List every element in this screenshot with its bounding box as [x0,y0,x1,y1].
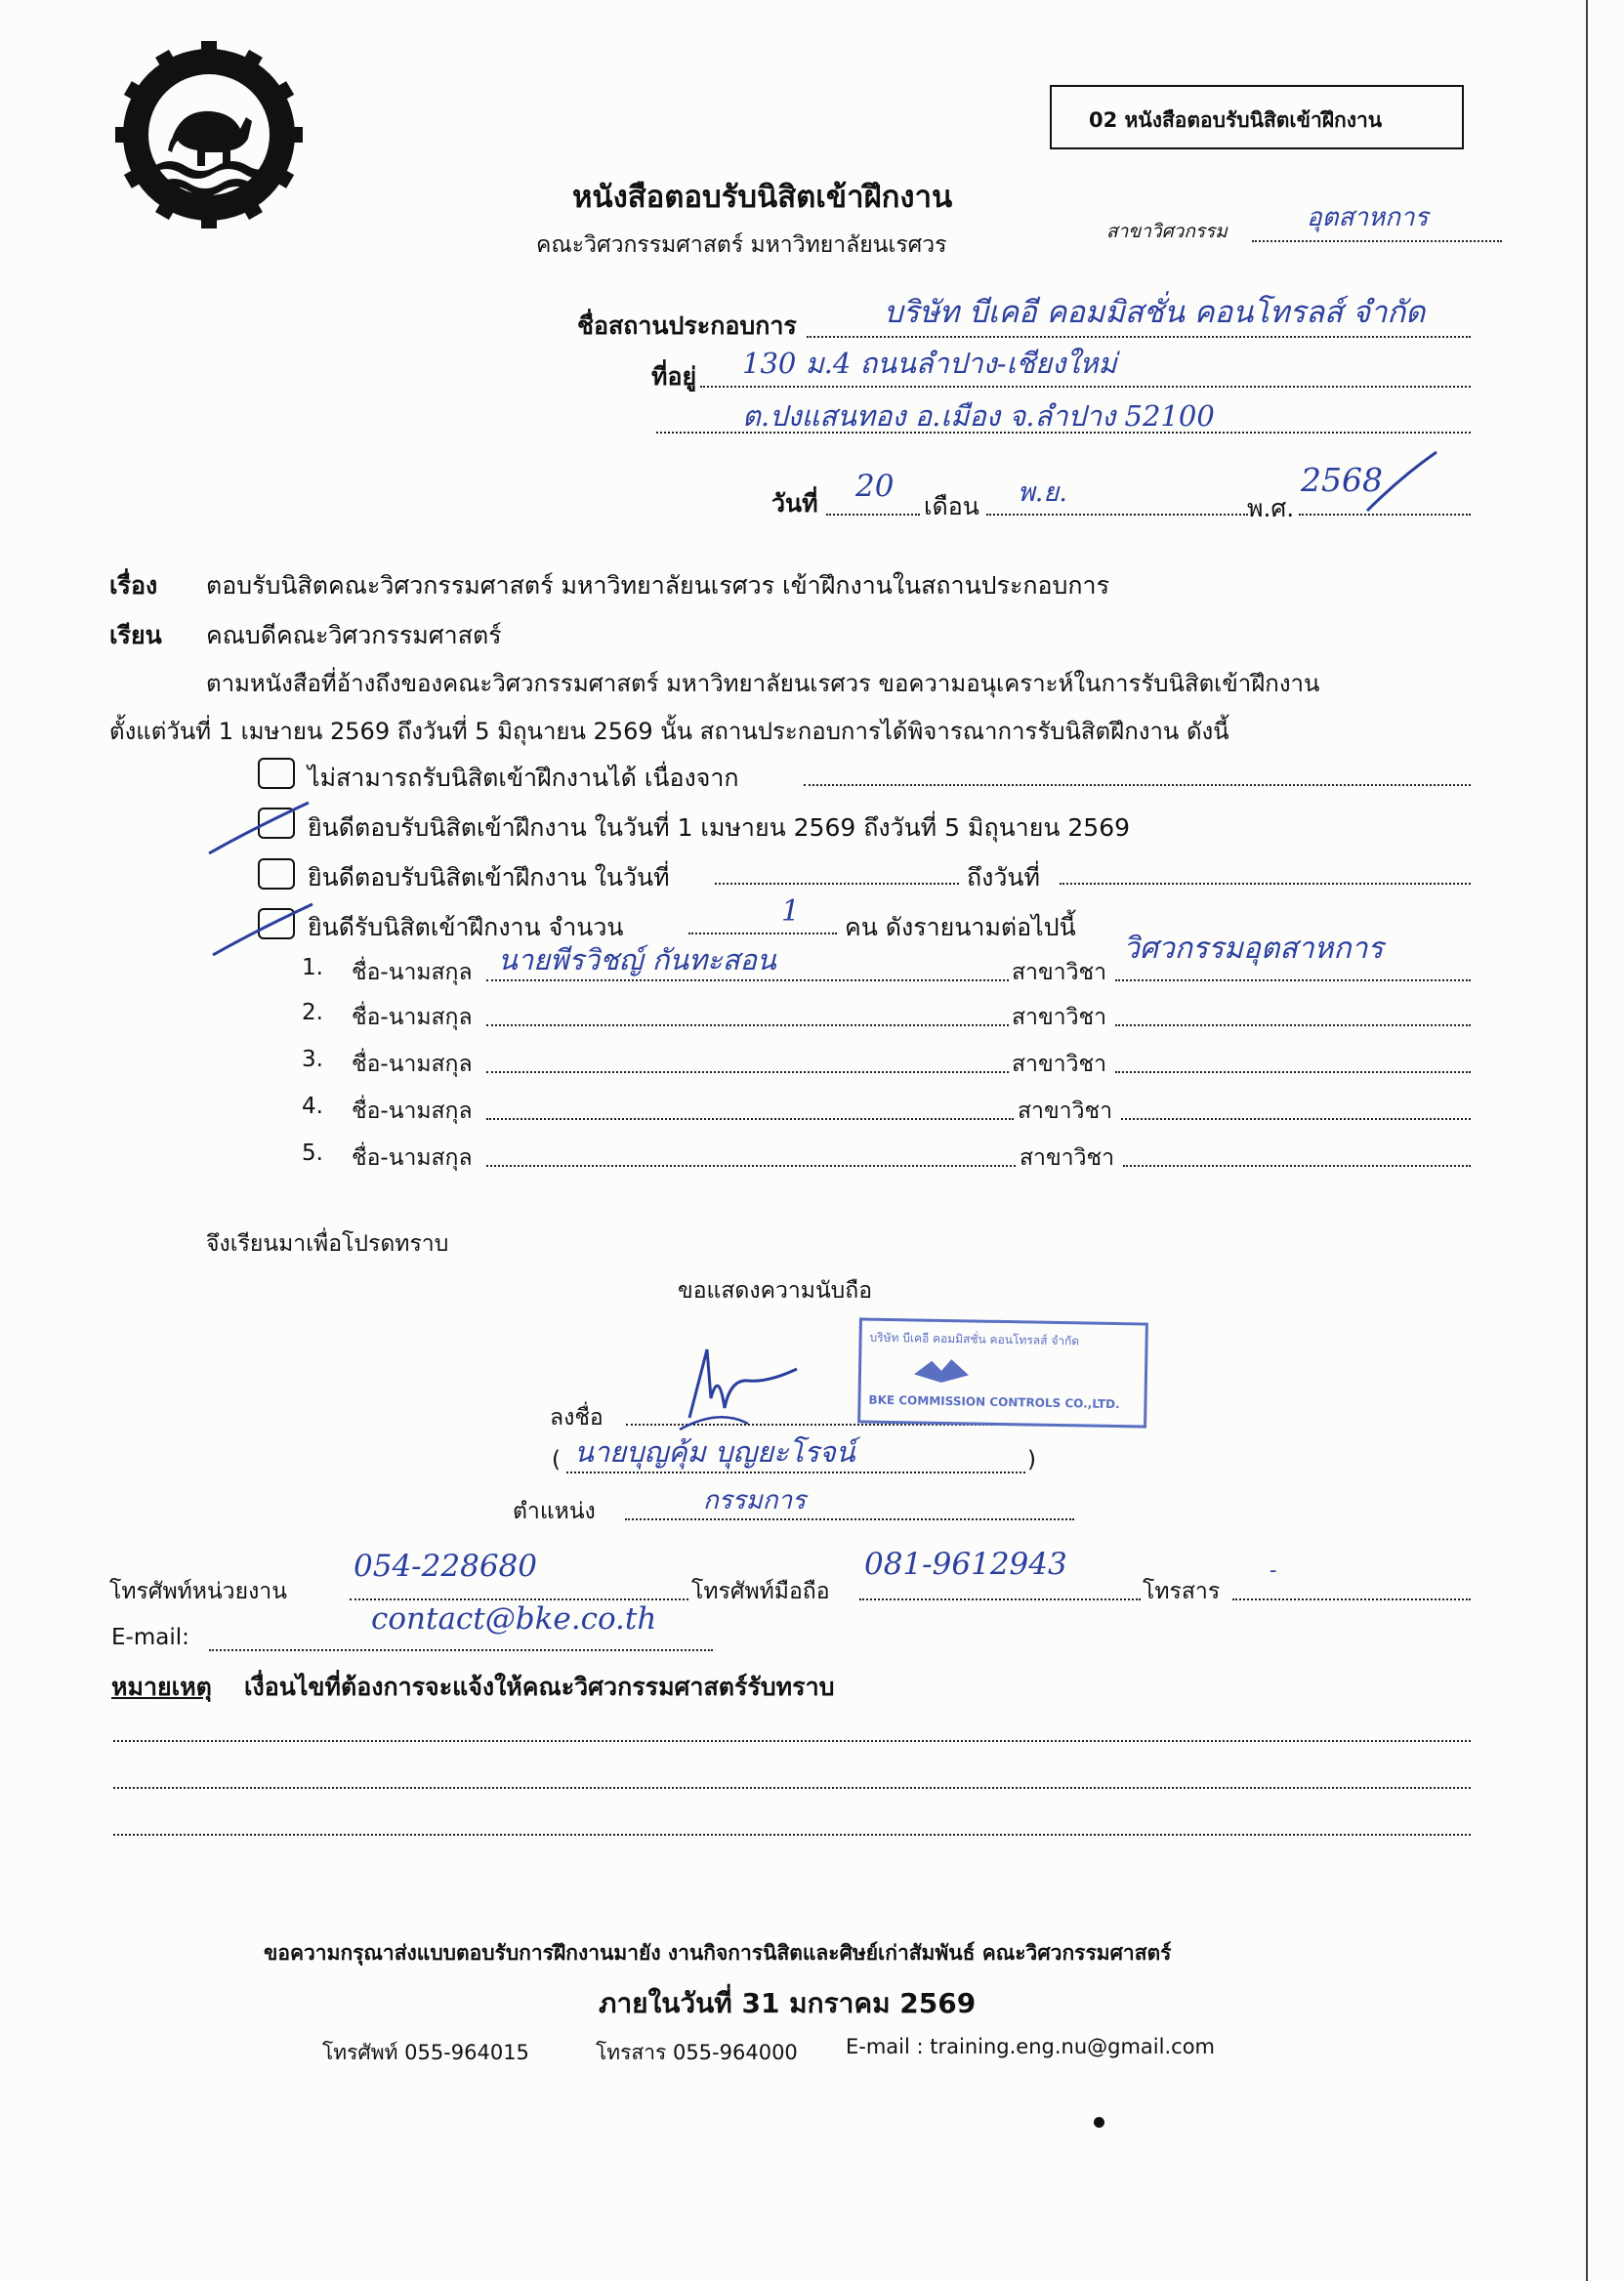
student-4-major-dotline [1121,1118,1471,1120]
student-1-major-handwritten: วิศวกรรมอุตสาหการ [1123,932,1384,966]
form-code-box [1050,85,1464,149]
option-3-dotline-to [1060,883,1471,885]
student-1-major-dotline [1115,979,1471,981]
student-5-major-label: สาขาวิชา [1020,1145,1115,1171]
body-line-2: ตั้งแต่วันที่ 1 เมษายน 2569 ถึงวันที่ 5 มิถุนายน 2569 นั้น สถานประกอบการได้พิจารณาการรับนิสิตฝึกงาน ดังนี้ [109,718,1229,745]
student-2-major-dotline [1115,1024,1471,1026]
position-dotline [625,1518,1074,1520]
option-1-label: ไม่สามารถรับนิสิตเข้าฝึกงานได้ เนื่องจาก [308,764,739,792]
subject-text: ตอบรับนิสิตคณะวิศวกรรมศาสตร์ มหาวิทยาลัยนเรศวร เข้าฝึกงานในสถานประกอบการ [206,571,1110,600]
footer-deadline: ภายในวันที่ 31 มกราคม 2569 [599,1987,977,2019]
student-2-name-dotline [486,1024,1009,1026]
fax-dotline [1232,1598,1471,1600]
student-1-major-label: สาขาวิชา [1012,960,1107,985]
date-year-handwritten: 2568 [1301,461,1383,499]
student-3-name-label: ชื่อ-นามสกุล [352,1052,473,1077]
student-2-name-label: ชื่อ-นามสกุล [352,1005,473,1030]
student-1-no: 1. [302,955,323,980]
student-1-name-label: ชื่อ-นามสกุล [352,960,473,985]
regards-text: ขอแสดงความนับถือ [678,1278,873,1304]
student-2-major-label: สาขาวิชา [1012,1005,1107,1030]
student-3-major-dotline [1115,1071,1471,1073]
student-4-name-label: ชื่อ-นามสกุล [352,1099,473,1124]
stamp-emblem [912,1354,972,1388]
student-3-no: 3. [302,1047,323,1072]
date-month-handwritten: พ.ย. [1018,477,1067,508]
to-text: คณบดีคณะวิศวกรรมศาสตร์ [206,621,502,649]
option-3-checkbox[interactable] [258,858,295,890]
option-2-check-mark [205,799,312,857]
to-label: เรียน [109,621,162,649]
option-4-check-mark [209,900,316,959]
student-4-name-dotline [486,1118,1014,1120]
company-label: ชื่อสถานประกอบการ [577,311,797,340]
form-code: 02 หนังสือตอบรับนิสิตเข้าฝึกงาน [1089,108,1383,132]
branch-handwritten: อุตสาหการ [1307,203,1429,232]
sign-label: ลงชื่อ [550,1405,604,1431]
signer-open-paren: ( [552,1447,561,1472]
date-year-stroke [1362,447,1440,516]
option-3-dotline-from [715,883,959,885]
faculty-name: คณะวิศวกรรมศาสตร์ มหาวิทยาลัยนเรศวร [536,232,947,258]
branch-label: สาขาวิศวกรรม [1106,221,1228,242]
note-text: เงื่อนไขที่ต้องการจะแจ้งให้คณะวิศวกรรมศาสตร์รับทราบ [244,1673,835,1701]
student-2-no: 2. [302,1000,323,1025]
date-month-dotline [986,514,1248,516]
option-3-label: ยินดีตอบรับนิสิตเข้าฝึกงาน ในวันที่ [308,863,670,892]
stamp-text-english: BKE COMMISSION CONTROLS CO.,LTD. [868,1392,1120,1412]
phone-office-handwritten: 054-228680 [354,1549,537,1584]
student-3-name-dotline [486,1071,1009,1073]
phone-office-dotline [350,1598,688,1600]
footer-email: E-mail : training.eng.nu@gmail.com [846,2035,1215,2058]
stamp-text-thai: บริษัท บีเคอี คอมมิสชั่น คอนโทรลส์ จำกัด [869,1330,1080,1348]
signer-name-handwritten: นายบุญคุ้ม บุญยะโรจน์ [574,1435,855,1469]
fax-handwritten: - [1270,1558,1277,1583]
student-3-major-label: สาขาวิชา [1012,1052,1107,1077]
student-4-no: 4. [302,1094,323,1119]
address-dotline-1 [700,386,1471,388]
address-label: ที่อยู่ [651,362,697,391]
branch-dotline [1252,240,1502,242]
phone-office-label: โทรศัพท์หน่วยงาน [109,1579,287,1604]
date-day-handwritten: 20 [855,469,895,504]
option-4-count-dotline [688,933,837,934]
page-edge-line [1586,0,1588,2281]
closing-text: จึงเรียนมาเพื่อโปรดทราบ [206,1231,449,1257]
signer-close-paren: ) [1027,1447,1036,1472]
address-handwritten-2: ต.ปงแสนทอง อ.เมือง จ.ลำปาง 52100 [742,399,1215,433]
fax-label: โทรสาร [1143,1579,1221,1604]
phone-mobile-dotline [859,1598,1141,1600]
email-handwritten: contact@bke.co.th [371,1601,657,1637]
body-line-1: ตามหนังสือที่อ้างถึงของคณะวิศวกรรมศาสตร์ มหาวิทยาลัยนเรศวร ขอความอนุเคราะห์ในการรับนิสิตเข้าฝึกงาน [206,670,1320,697]
company-stamp [857,1317,1148,1428]
option-4-unit: คน ดังรายนามต่อไปนี้ [845,913,1076,941]
ink-dot [1094,2117,1104,2128]
signature-scribble [660,1340,807,1437]
email-dotline [209,1649,713,1651]
footer-instruction: ขอความกรุณาส่งแบบตอบรับการฝึกงานมายัง งานกิจการนิสิตและศิษย์เก่าสัมพันธ์ คณะวิศวกรรมศาสตร์ [264,1941,1172,1965]
date-day-label: วันที่ [771,489,818,518]
note-dotline-2 [113,1787,1471,1789]
option-4-count-handwritten: 1 [781,894,801,929]
footer-phone: โทรศัพท์ 055-964015 [322,2041,529,2064]
date-day-dotline [826,514,920,516]
option-2-label: ยินดีตอบรับนิสิตเข้าฝึกงาน ในวันที่ 1 เมษายน 2569 ถึงวันที่ 5 มิถุนายน 2569 [308,813,1131,842]
date-year-label: พ.ศ. [1247,494,1295,522]
student-5-name-dotline [486,1165,1016,1167]
option-3-to-label: ถึงวันที่ [967,863,1040,892]
position-handwritten: กรรมการ [703,1486,807,1515]
note-dotline-1 [113,1740,1471,1742]
note-dotline-3 [113,1834,1471,1836]
option-1-dotline [804,784,1471,786]
option-4-label: ยินดีรับนิสิตเข้าฝึกงาน จำนวน [308,913,624,941]
note-label: หมายเหตุ [111,1673,212,1701]
address-handwritten-1: 130 ม.4 ถนนลำปาง-เชียงใหม่ [742,347,1117,380]
student-5-major-dotline [1123,1165,1471,1167]
phone-mobile-label: โทรศัพท์มือถือ [691,1579,830,1604]
phone-mobile-handwritten: 081-9612943 [864,1547,1067,1582]
document-title: หนังสือตอบรับนิสิตเข้าฝึกงาน [572,180,953,215]
student-4-major-label: สาขาวิชา [1018,1099,1113,1124]
company-dotline [807,336,1471,338]
email-label: E-mail: [111,1625,189,1650]
student-5-name-label: ชื่อ-นามสกุล [352,1145,473,1171]
faculty-logo [115,41,303,228]
option-1-checkbox[interactable] [258,758,295,789]
date-month-label: เดือน [924,492,979,520]
company-handwritten: บริษัท บีเคอี คอมมิสชั่น คอนโทรลส์ จำกัด [884,295,1426,330]
student-5-no: 5. [302,1140,323,1166]
student-1-name-handwritten: นายพีรวิชญ์ กันทะสอน [498,943,776,976]
position-label: ตำแหน่ง [513,1499,596,1524]
subject-label: เรื่อง [109,571,158,600]
footer-fax: โทรสาร 055-964000 [596,2041,798,2064]
